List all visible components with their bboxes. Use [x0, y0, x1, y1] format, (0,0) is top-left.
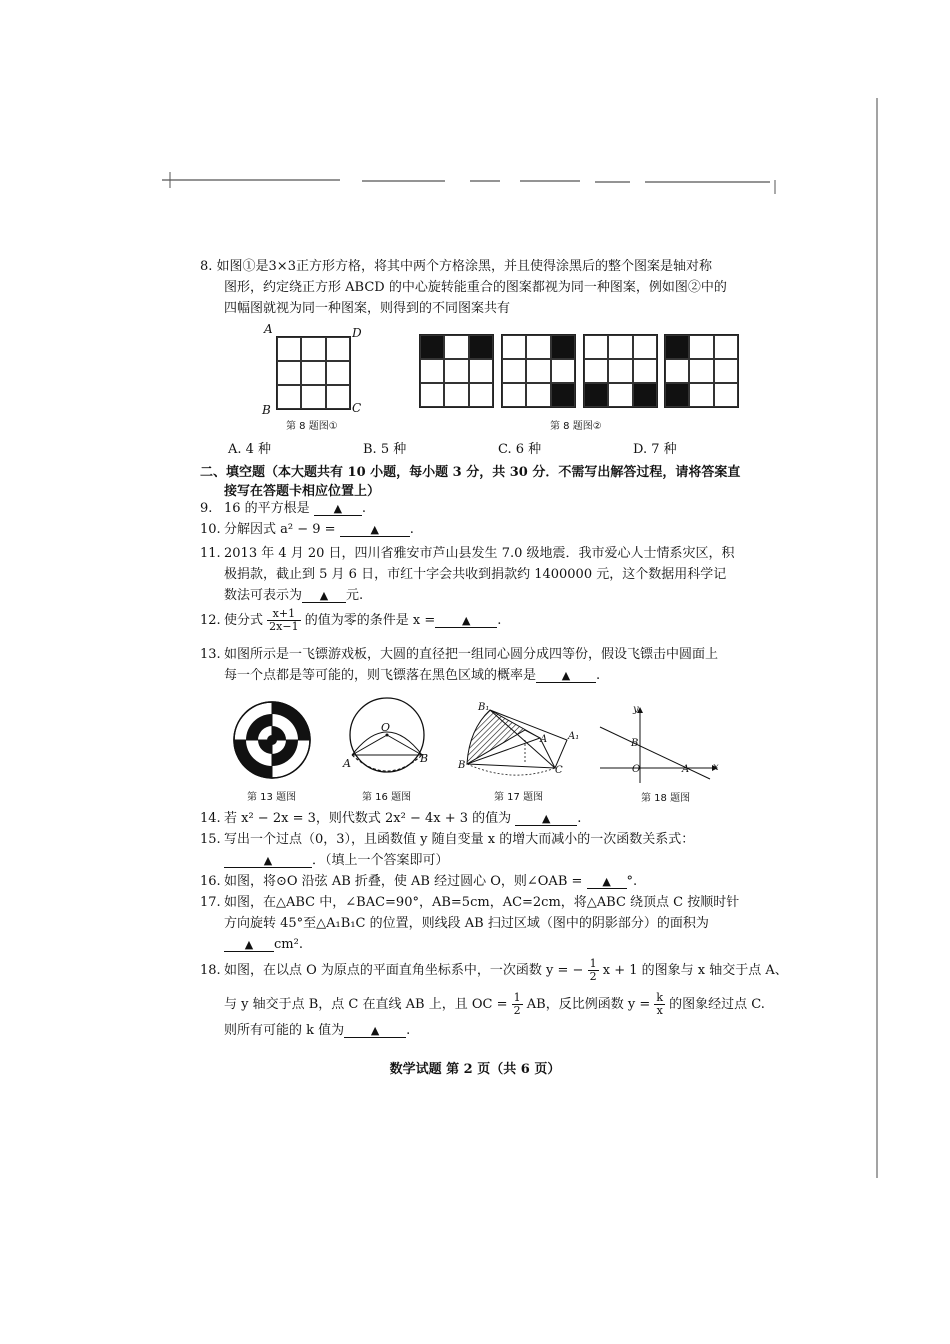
option-d: D. 7 种	[633, 442, 677, 457]
q8-line1: 8. 如图①是3×3正方形方格，将其中两个方格涂黑，并且使得涂黑后的整个图案是轴对称	[200, 259, 712, 274]
fig18-label-o: O	[632, 764, 641, 775]
fig8-2-caption: 第 8 题图②	[550, 421, 602, 432]
q18-half-fraction-2: $\frac{1}{2}$	[513, 991, 521, 1017]
fig8-1-caption: 第 8 题图①	[286, 421, 338, 432]
fig8-2-grid-1	[419, 334, 494, 408]
fig17-caption: 第 17 题图	[494, 792, 544, 803]
option-c: C. 6 种	[498, 442, 542, 457]
fig16-circle	[335, 695, 440, 785]
q11-line3: 数法可表示为 ▲ 元.	[224, 588, 364, 603]
answer-blank: ▲	[536, 669, 596, 683]
q17-line3: ▲ cm².	[200, 934, 764, 955]
answer-blank: ▲	[224, 938, 274, 952]
option-b: B. 5 种	[363, 442, 407, 457]
fig18-label-b: B	[631, 738, 639, 749]
fig8-2-grid-4	[664, 334, 739, 408]
answer-blank: ▲	[435, 614, 497, 628]
option-a: A. 4 种	[228, 442, 272, 457]
q16: 16. 如图，将⊙O 沿弦 AB 折叠，使 AB 经过圆心 O，则∠OAB = ▲ °.	[200, 874, 638, 889]
fig8-1-grid	[276, 336, 351, 410]
fig16-label-o: O	[381, 721, 391, 734]
q15: 15. 写出一个过点（0，3），且函数值 y 随自变量 x 的增大而减小的一次函数关系式：	[200, 832, 695, 847]
fig18-label-y: y	[633, 704, 639, 715]
q12: 12. 使分式 $\frac{x+1}{2x-1}$ 的值为零的条件是 x = ▲ .	[200, 607, 502, 633]
fig17-rotation	[455, 700, 585, 780]
fig17-label-a: A	[540, 734, 548, 745]
fig18-coordinate-plane	[598, 705, 723, 785]
fig8-2-grid-2	[501, 334, 576, 408]
answer-blank: ▲	[314, 502, 362, 516]
fig18-label-a: A	[682, 764, 690, 775]
label-d: D	[352, 326, 362, 340]
q10: 10. 分解因式 a² − 9 = ▲ .	[200, 522, 414, 537]
fig16-label-b: B	[420, 752, 429, 765]
q18-line2: 与 y 轴交于点 B，点 C 在直线 AB 上，且 OC = $\frac{1}{2}$ AB，反比例函数 y = $\frac{k}{x}$ 的图象经过点 C.	[224, 991, 765, 1017]
q18-k-fraction: $\frac{k}{x}$	[656, 991, 664, 1017]
label-b: B	[262, 403, 271, 417]
fig18-caption: 第 18 题图	[641, 793, 691, 804]
q18-line3: 则所有可能的 k 值为 ▲ .	[224, 1023, 411, 1038]
answer-blank: ▲	[224, 854, 312, 868]
fig17-label-b1: B₁	[478, 702, 490, 713]
q18: 18. 如图，在以点 O 为原点的平面直角坐标系中，一次函数 y = − $\frac{1}{2}$ x + 1 的图象与 x 轴交于点 A、	[200, 957, 788, 983]
q11-line2: 极捐款，截止到 5 月 6 日，市红十字会共收到捐款约 1400000 元，这个数据用科学记	[224, 567, 727, 582]
section2-heading-line2: 接写在答题卡相应位置上）	[224, 484, 381, 499]
q11: 11. 2013 年 4 月 20 日，四川省雅安市芦山县发生 7.0 级地震．我市爱心人士情系灾区，积	[200, 546, 735, 561]
q13-line2: 每一个点都是等可能的，则飞镖落在黑色区域的概率是 ▲ .	[224, 668, 601, 683]
label-c: C	[352, 401, 362, 415]
answer-blank: ▲	[302, 589, 346, 603]
q17-line2: 方向旋转 45°至△A₁B₁C 的位置，则线段 AB 扫过区域（图中的阴影部分）的面积为	[224, 916, 709, 931]
fig16-caption: 第 16 题图	[362, 792, 412, 803]
q12-fraction: $\frac{x+1}{2x-1}$	[269, 607, 299, 633]
fig17-label-b: B	[458, 760, 466, 771]
fig17-label-a1: A₁	[568, 731, 580, 742]
q17: 17. 如图，在△ABC 中，∠BAC=90°，AB=5cm，AC=2cm，将△ABC 绕顶点 C 按顺时针	[200, 895, 740, 910]
q14: 14. 若 x² − 2x = 3，则代数式 2x² − 4x + 3 的值为 ▲ .	[200, 811, 582, 826]
q8-line3: 四幅图就视为同一种图案，则得到的不同图案共有	[224, 301, 511, 316]
page-footer: 数学试题 第 2 页（共 6 页）	[389, 1062, 561, 1077]
q13: 13. 如图所示是一飞镖游戏板，大圆的直径把一组同心圆分成四等份，假设飞镖击中圆面上	[200, 647, 719, 662]
section2-heading-line1: 二、填空题（本大题共有 10 小题，每小题 3 分，共 30 分．不需写出解答过程，请将答案直	[200, 465, 741, 480]
fig8-2-grid-3	[583, 334, 658, 408]
answer-blank: ▲	[587, 875, 627, 889]
q15-line2: ▲ ．（填上一个答案即可）	[200, 850, 764, 871]
fig17-label-c: C	[555, 765, 563, 776]
fig16-label-a: A	[343, 757, 351, 770]
answer-blank: ▲	[515, 812, 577, 826]
fig13-dartboard	[232, 700, 312, 780]
answer-blank: ▲	[340, 523, 410, 537]
label-a: A	[264, 322, 273, 336]
fig18-label-x: x	[713, 762, 719, 773]
answer-blank: ▲	[344, 1024, 406, 1038]
q18-half-fraction: $\frac{1}{2}$	[589, 957, 597, 983]
q8-line2: 图形，约定绕正方形 ABCD 的中心旋转能重合的图案都视为同一种图案，例如图②中的	[224, 280, 727, 295]
fig13-caption: 第 13 题图	[247, 792, 297, 803]
q9: 9. 16 的平方根是 ▲ .	[200, 501, 366, 516]
